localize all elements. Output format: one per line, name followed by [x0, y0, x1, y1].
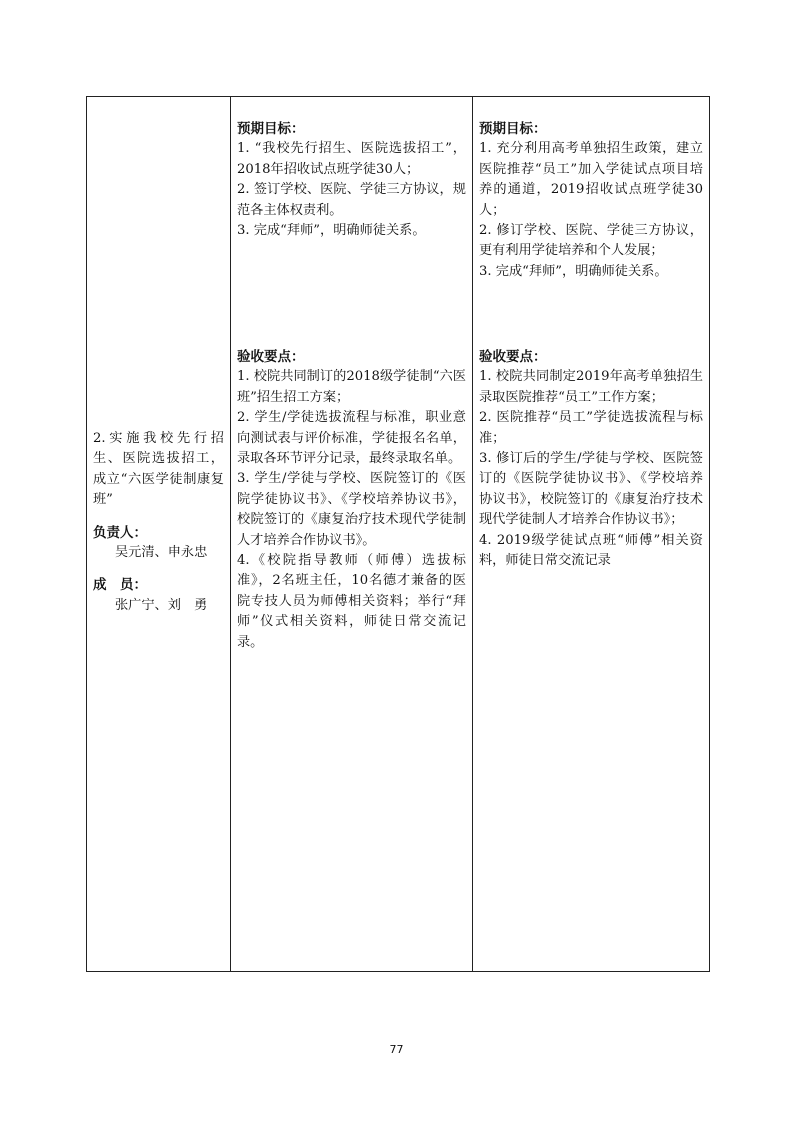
goals-2019 [479, 119, 703, 282]
goals-heading: 预期目标： [237, 121, 305, 137]
goals-heading: 预期目标： [479, 121, 547, 137]
table-row [87, 97, 710, 972]
acceptance-item: 2. 医院推荐“员工”学徒选拔流程与标准； [479, 410, 703, 446]
goal-item: 1. “我校先行招生、医院选拔招工”，2018年招收试点班学徒30人； [237, 141, 466, 177]
task-title: 2.实施我校先行招生、医院选拔招工，成立“六医学徒制康复班” [93, 431, 224, 508]
task-block [93, 429, 224, 616]
acceptance-item: 3. 学生/学徒与学校、医院签订的《医院学徒协议书》、《学校培养协议书》，校院签订的《康复治疗技术现代学徒制人才培养合作协议书》。 [237, 471, 466, 548]
plan-table [86, 96, 710, 972]
acceptance-heading: 验收要点： [237, 349, 305, 365]
acceptance-item: 1. 校院共同制订的2018级学徒制“六医班”招生招工方案； [237, 369, 466, 405]
acceptance-item: 3. 修订后的学生/学徒与学校、医院签订的《医院学徒协议书》、《学校培养协议书》，校院签订的《康复治疗技术现代学徒制人才培养合作协议书》； [479, 451, 703, 528]
members-label: 成 员： [93, 577, 147, 594]
page-number: 77 [389, 1043, 404, 1056]
acceptance-item: 4. 2019级学徒试点班“师傅”相关资料，师徒日常交流记录 [479, 532, 703, 569]
acceptance-2019 [479, 347, 703, 571]
members-names: 张广宁、刘 勇 [115, 597, 208, 613]
plan-2018-cell [231, 97, 473, 972]
goal-item: 3. 完成“拜师”，明确师徒关系。 [479, 263, 668, 279]
goal-item: 3. 完成“拜师”，明确师徒关系。 [237, 223, 426, 239]
acceptance-heading: 验收要点： [479, 349, 547, 365]
acceptance-item: 4.《校院指导教师（师傅）选拔标准》，2名班主任，10名德才兼备的医院专技人员为师傅相关资料；举行“拜师”仪式相关资料，师徒日常交流记录。 [237, 553, 466, 650]
plan-2019-cell [473, 97, 710, 972]
goals-2018 [237, 119, 466, 241]
goal-item: 2. 签订学校、医院、学徒三方协议，规范各主体权责利。 [237, 182, 466, 218]
goal-item: 2. 修订学校、医院、学徒三方协议，更有利用学徒培养和个人发展； [479, 223, 703, 259]
leader-names: 吴元清、申永忠 [115, 545, 208, 561]
goal-item: 1. 充分利用高考单独招生政策，建立医院推荐“员工”加入学徒试点项目培养的通道，2019招收试点班学徒30人； [479, 141, 703, 218]
acceptance-item: 1. 校院共同制定2019年高考单独招生录取医院推荐“员工”工作方案； [479, 369, 703, 405]
acceptance-2018 [237, 347, 466, 653]
acceptance-item: 2. 学生/学徒选拔流程与标准，职业意向测试表与评价标准，学徒报名名单，录取各环节评分记录，最终录取名单。 [237, 410, 466, 467]
task-cell [87, 97, 231, 972]
leader-label: 负责人： [93, 524, 147, 541]
